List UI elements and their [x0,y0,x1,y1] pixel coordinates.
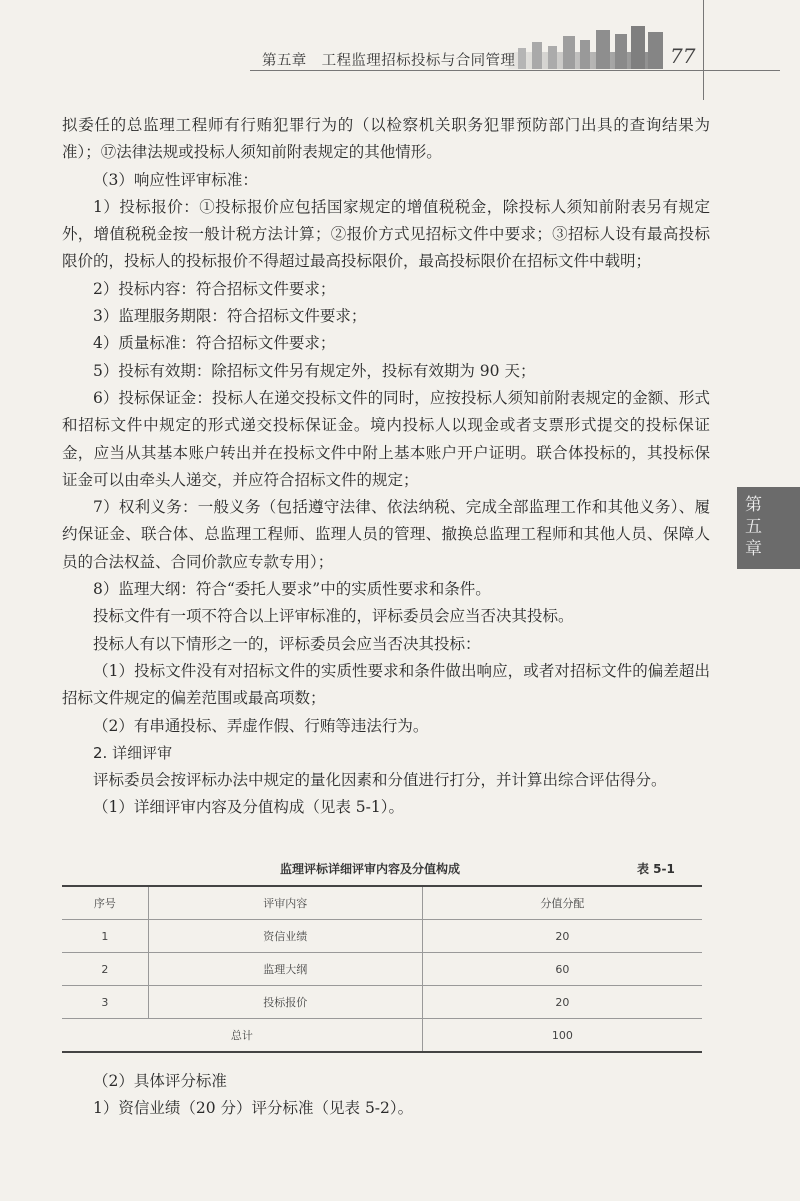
column-header: 评审内容 [148,886,422,920]
paragraph: （2）具体评分标准 [93,1072,227,1090]
paragraph: 8）监理大纲：符合“委托人要求”中的实质性要求和条件。 [93,580,491,599]
paragraph: （3）响应性评审标准： [93,170,258,189]
paragraph: 拟委任的总监理工程师有行贿犯罪行为的（以检察机关职务犯罪预防部门出具的查询结果为准）；⑰法律法规或投标人须知前附表规定的其他情形。 [62,116,710,162]
table-cell: 20 [422,986,702,1019]
table-cell: 1 [62,920,148,953]
paragraph: 投标文件有一项不符合以上评审标准的，评标委员会应当否决其投标。 [93,607,574,626]
paragraph: 6）投标保证金：投标人在递交投标文件的同时，应按投标人须知前附表规定的金额、形式和招标文件中规定的形式递交投标保证金。境内投标人以现金或者支票形式提交的投标保证金，应当从其基本账户转出并在投标文件中附上基本账户开户证明。联合体投标的，其投标保证金可以由牵头人递交，并应符合招标文件的规定； [62,388,710,489]
table-cell: 20 [422,920,702,953]
table-header-row [62,886,702,920]
paragraph: 2）投标内容：符合招标文件要求； [93,279,336,298]
column-header: 序号 [62,886,148,920]
table-total-row [62,1019,702,1053]
table-cell: 资信业绩 [148,920,422,953]
header-rule [250,70,780,71]
table-total-value: 100 [422,1019,702,1053]
table-row [62,986,702,1019]
table-row [62,953,702,986]
paragraph: 投标人有以下情形之一的，评标委员会应当否决其投标： [93,634,481,653]
page-number: 77 [670,44,696,68]
after-table-text [62,1068,710,1123]
paragraph: 5）投标有效期：除招标文件另有规定外，投标有效期为 90 天； [93,361,536,380]
body-text [62,112,710,822]
paragraph: 7）权利义务：一般义务（包括遵守法律、依法纳税、完成全部监理工作和其他义务）、履约保证金、联合体、总监理工程师、监理人员的管理、撤换总监理工程师和其他人员、保障人员的合法权益、合同价款应专款专用）； [62,498,710,571]
paragraph: 3）监理服务期限：符合招标文件要求； [93,307,367,326]
table-cell: 投标报价 [148,986,422,1019]
column-header: 分值分配 [422,886,702,920]
table-cell: 监理大纲 [148,953,422,986]
paragraph: 1）资信业绩（20 分）评分标准（见表 5-2）。 [93,1099,414,1118]
table-total-label: 总计 [62,1019,422,1053]
paragraph: 评标委员会按评标办法中规定的量化因素和分值进行打分，并计算出综合评估得分。 [93,771,667,790]
paragraph: （1）详细评审内容及分值构成（见表 5-1）。 [93,798,405,817]
paragraph: （2）有串通投标、弄虚作假、行贿等违法行为。 [93,716,429,735]
paragraph: （1）投标文件没有对招标文件的实质性要求和条件做出响应，或者对招标文件的偏差超出招标文件规定的偏差范围或最高项数； [62,661,710,708]
table-cell: 2 [62,953,148,986]
table-cell: 3 [62,986,148,1019]
paragraph: 1）投标报价：①投标报价应包括国家规定的增值税税金，除投标人须知前附表另有规定外，增值税税金按一般计税方法计算；②报价方式见招标文件中要求；③招标人设有最高投标限价的，投标人的投标报价不得超过最高投标限价，最高投标限价在招标文件中载明； [62,197,710,271]
table-cell: 60 [422,953,702,986]
building-skyline-decoration [508,22,663,69]
paragraph: 4）质量标准：符合招标文件要求； [93,334,336,353]
chapter-title: 第五章 工程监理招标投标与合同管理 [262,53,516,69]
chapter-side-tab-label: 第五章 [745,495,762,559]
page-header [0,0,800,80]
table-title: 监理评标详细评审内容及分值构成 [280,862,461,876]
table-row [62,920,702,953]
table-number: 表 5-1 [637,862,675,876]
header-vertical-rule [703,0,704,100]
score-table [62,885,702,1053]
section-heading: 2. 详细评审 [93,743,173,762]
